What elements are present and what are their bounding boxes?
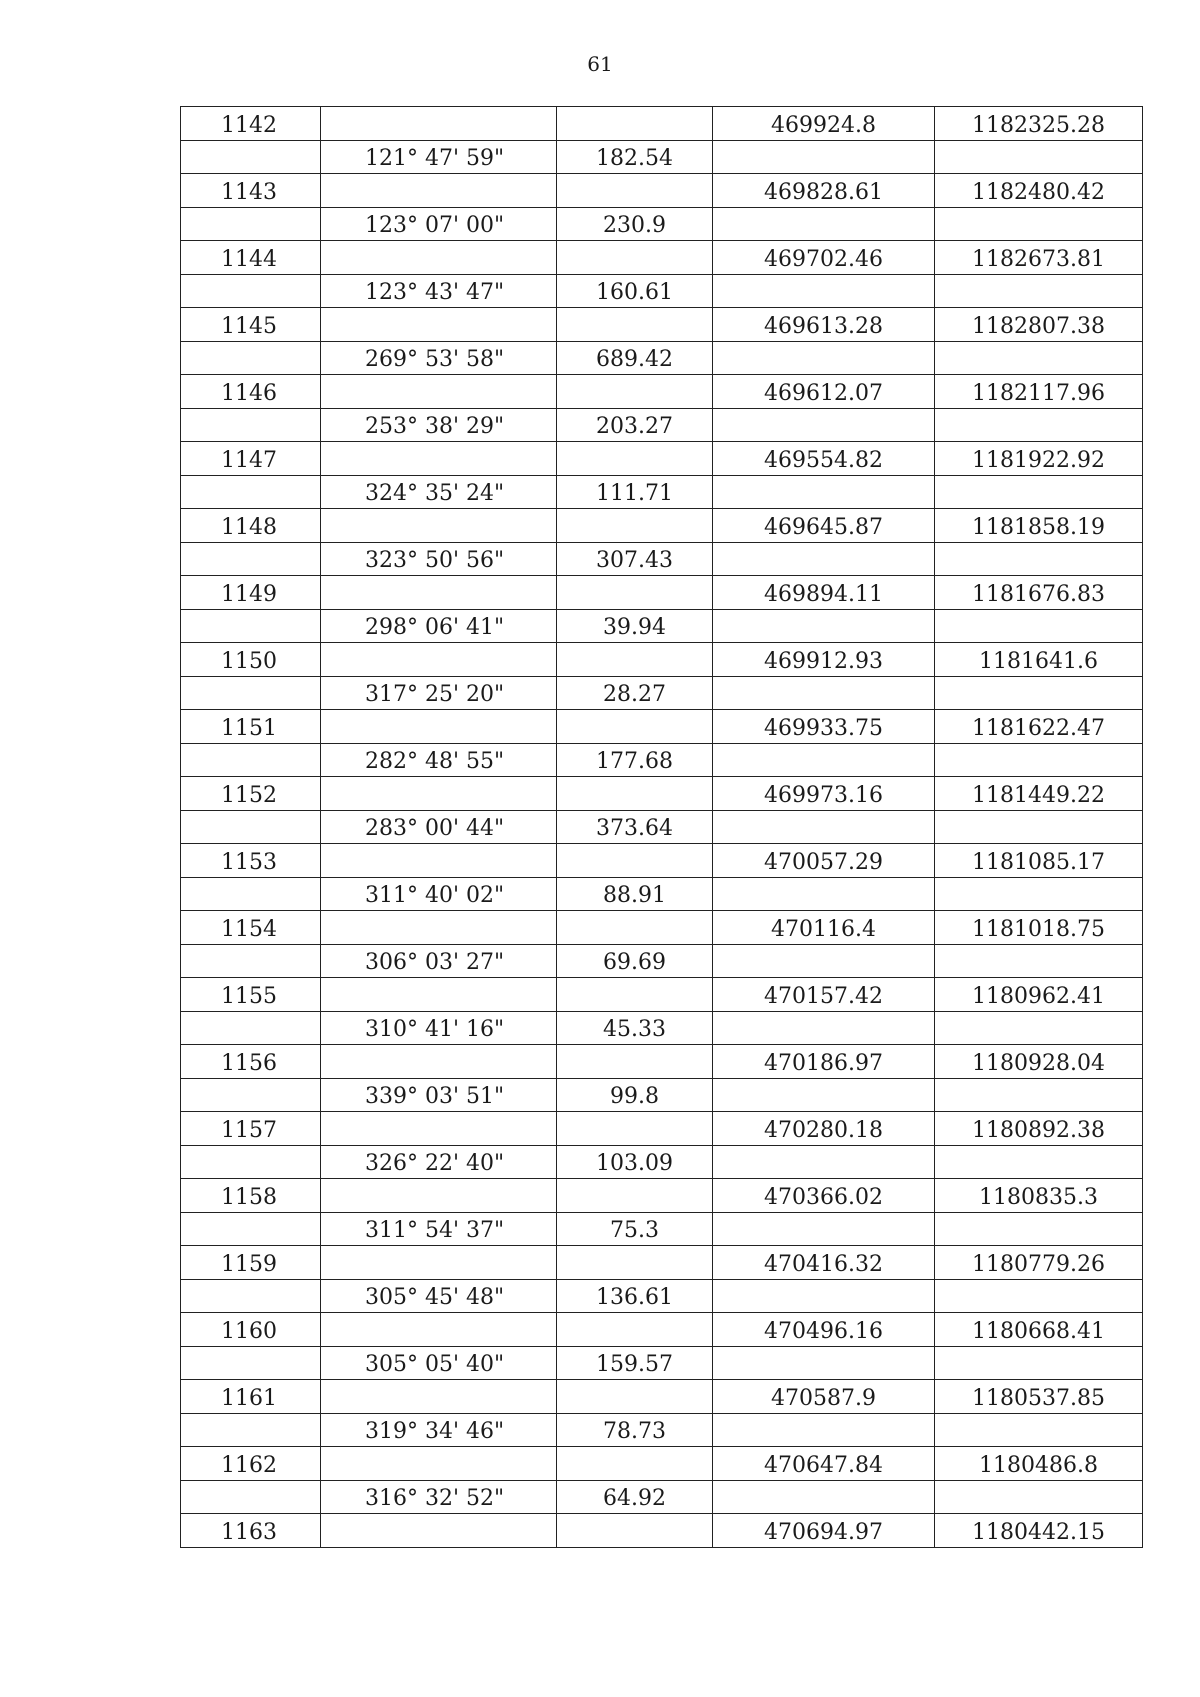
table-row: [181, 274, 1143, 308]
distance-cell: [557, 576, 713, 610]
bearing-cell: 316° 32' 52": [321, 1480, 557, 1514]
northing-cell: [713, 743, 935, 777]
easting-cell: 1180442.15: [935, 1514, 1143, 1548]
easting-cell: [935, 1279, 1143, 1313]
station-cell: [181, 743, 321, 777]
distance-cell: [557, 442, 713, 476]
page-number: 61: [587, 52, 613, 76]
station-cell: 1149: [181, 576, 321, 610]
table-row: [181, 877, 1143, 911]
easting-cell: [935, 676, 1143, 710]
station-cell: 1163: [181, 1514, 321, 1548]
easting-cell: 1182325.28: [935, 107, 1143, 141]
easting-cell: 1182807.38: [935, 308, 1143, 342]
station-cell: 1155: [181, 978, 321, 1012]
bearing-cell: 339° 03' 51": [321, 1078, 557, 1112]
station-cell: [181, 609, 321, 643]
northing-cell: [713, 1212, 935, 1246]
bearing-cell: [321, 777, 557, 811]
distance-cell: 28.27: [557, 676, 713, 710]
bearing-cell: [321, 442, 557, 476]
station-cell: [181, 1279, 321, 1313]
station-cell: [181, 207, 321, 241]
station-cell: 1145: [181, 308, 321, 342]
bearing-cell: [321, 576, 557, 610]
station-cell: 1161: [181, 1380, 321, 1414]
bearing-cell: [321, 1514, 557, 1548]
northing-cell: [713, 341, 935, 375]
northing-cell: 470416.32: [713, 1246, 935, 1280]
northing-cell: [713, 1011, 935, 1045]
easting-cell: 1180835.3: [935, 1179, 1143, 1213]
station-cell: [181, 676, 321, 710]
table-row: [181, 207, 1143, 241]
easting-cell: [935, 1346, 1143, 1380]
northing-cell: 470587.9: [713, 1380, 935, 1414]
table-row: [181, 978, 1143, 1012]
distance-cell: [557, 1112, 713, 1146]
easting-cell: 1181922.92: [935, 442, 1143, 476]
northing-cell: 470694.97: [713, 1514, 935, 1548]
station-cell: 1150: [181, 643, 321, 677]
table-row: [181, 375, 1143, 409]
distance-cell: 136.61: [557, 1279, 713, 1313]
station-cell: 1159: [181, 1246, 321, 1280]
easting-cell: 1180928.04: [935, 1045, 1143, 1079]
table-row: [181, 609, 1143, 643]
station-cell: [181, 475, 321, 509]
table-row: [181, 643, 1143, 677]
northing-cell: 470157.42: [713, 978, 935, 1012]
northing-cell: [713, 140, 935, 174]
bearing-cell: [321, 844, 557, 878]
station-cell: 1160: [181, 1313, 321, 1347]
northing-cell: 469924.8: [713, 107, 935, 141]
bearing-cell: 324° 35' 24": [321, 475, 557, 509]
distance-cell: 159.57: [557, 1346, 713, 1380]
bearing-cell: 121° 47' 59": [321, 140, 557, 174]
station-cell: 1146: [181, 375, 321, 409]
northing-cell: [713, 944, 935, 978]
table-row: [181, 1447, 1143, 1481]
distance-cell: [557, 1179, 713, 1213]
station-cell: 1142: [181, 107, 321, 141]
northing-cell: 470186.97: [713, 1045, 935, 1079]
station-cell: 1154: [181, 911, 321, 945]
northing-cell: [713, 877, 935, 911]
table-row: [181, 844, 1143, 878]
northing-cell: [713, 1480, 935, 1514]
distance-cell: [557, 643, 713, 677]
northing-cell: 470280.18: [713, 1112, 935, 1146]
distance-cell: 307.43: [557, 542, 713, 576]
easting-cell: [935, 1413, 1143, 1447]
distance-cell: [557, 1380, 713, 1414]
table-row: [181, 944, 1143, 978]
bearing-cell: [321, 911, 557, 945]
distance-cell: [557, 174, 713, 208]
station-cell: 1144: [181, 241, 321, 275]
bearing-cell: 319° 34' 46": [321, 1413, 557, 1447]
distance-cell: 69.69: [557, 944, 713, 978]
bearing-cell: [321, 1045, 557, 1079]
easting-cell: [935, 877, 1143, 911]
station-cell: [181, 810, 321, 844]
table-row: [181, 408, 1143, 442]
northing-cell: 470057.29: [713, 844, 935, 878]
distance-cell: 203.27: [557, 408, 713, 442]
bearing-cell: 317° 25' 20": [321, 676, 557, 710]
survey-table: [180, 106, 1143, 1548]
northing-cell: [713, 408, 935, 442]
northing-cell: [713, 1413, 935, 1447]
northing-cell: [713, 676, 935, 710]
easting-cell: [935, 1078, 1143, 1112]
northing-cell: 469828.61: [713, 174, 935, 208]
distance-cell: [557, 509, 713, 543]
easting-cell: [935, 609, 1143, 643]
table-row: [181, 542, 1143, 576]
easting-cell: [935, 1212, 1143, 1246]
station-cell: [181, 542, 321, 576]
northing-cell: [713, 1279, 935, 1313]
distance-cell: 111.71: [557, 475, 713, 509]
easting-cell: [935, 274, 1143, 308]
table-row: [181, 1380, 1143, 1414]
distance-cell: 103.09: [557, 1145, 713, 1179]
bearing-cell: [321, 978, 557, 1012]
bearing-cell: 305° 05' 40": [321, 1346, 557, 1380]
northing-cell: 470647.84: [713, 1447, 935, 1481]
distance-cell: [557, 844, 713, 878]
bearing-cell: 323° 50' 56": [321, 542, 557, 576]
bearing-cell: [321, 1380, 557, 1414]
station-cell: [181, 877, 321, 911]
easting-cell: 1180779.26: [935, 1246, 1143, 1280]
bearing-cell: [321, 1447, 557, 1481]
distance-cell: [557, 107, 713, 141]
station-cell: [181, 1078, 321, 1112]
table-row: [181, 1078, 1143, 1112]
table-row: [181, 1480, 1143, 1514]
distance-cell: 88.91: [557, 877, 713, 911]
station-cell: [181, 408, 321, 442]
easting-cell: [935, 743, 1143, 777]
northing-cell: [713, 274, 935, 308]
distance-cell: [557, 241, 713, 275]
table-row: [181, 911, 1143, 945]
bearing-cell: 253° 38' 29": [321, 408, 557, 442]
distance-cell: 689.42: [557, 341, 713, 375]
table-row: [181, 1279, 1143, 1313]
easting-cell: 1182480.42: [935, 174, 1143, 208]
easting-cell: 1180486.8: [935, 1447, 1143, 1481]
northing-cell: 470116.4: [713, 911, 935, 945]
distance-cell: 182.54: [557, 140, 713, 174]
northing-cell: 469554.82: [713, 442, 935, 476]
bearing-cell: [321, 1112, 557, 1146]
easting-cell: 1181449.22: [935, 777, 1143, 811]
easting-cell: 1181018.75: [935, 911, 1143, 945]
bearing-cell: [321, 241, 557, 275]
table-row: [181, 140, 1143, 174]
easting-cell: [935, 1011, 1143, 1045]
table-row: [181, 1413, 1143, 1447]
bearing-cell: [321, 643, 557, 677]
station-cell: 1156: [181, 1045, 321, 1079]
station-cell: [181, 1212, 321, 1246]
distance-cell: 75.3: [557, 1212, 713, 1246]
bearing-cell: 306° 03' 27": [321, 944, 557, 978]
station-cell: [181, 1346, 321, 1380]
table-row: [181, 1313, 1143, 1347]
bearing-cell: [321, 174, 557, 208]
bearing-cell: 282° 48' 55": [321, 743, 557, 777]
table-row: [181, 1045, 1143, 1079]
table-row: [181, 107, 1143, 141]
northing-cell: 469894.11: [713, 576, 935, 610]
easting-cell: 1180962.41: [935, 978, 1143, 1012]
northing-cell: 469612.07: [713, 375, 935, 409]
bearing-cell: [321, 509, 557, 543]
easting-cell: [935, 542, 1143, 576]
table-row: [181, 810, 1143, 844]
northing-cell: 469973.16: [713, 777, 935, 811]
table-row: [181, 1011, 1143, 1045]
easting-cell: [935, 408, 1143, 442]
table-row: [181, 1346, 1143, 1380]
table-row: [181, 1112, 1143, 1146]
bearing-cell: 305° 45' 48": [321, 1279, 557, 1313]
bearing-cell: 123° 43' 47": [321, 274, 557, 308]
table-row: [181, 308, 1143, 342]
easting-cell: 1181858.19: [935, 509, 1143, 543]
bearing-cell: 283° 00' 44": [321, 810, 557, 844]
station-cell: 1158: [181, 1179, 321, 1213]
survey-table-body: [181, 107, 1143, 1548]
easting-cell: 1180892.38: [935, 1112, 1143, 1146]
northing-cell: 470366.02: [713, 1179, 935, 1213]
station-cell: 1151: [181, 710, 321, 744]
bearing-cell: 311° 40' 02": [321, 877, 557, 911]
station-cell: 1153: [181, 844, 321, 878]
table-row: [181, 442, 1143, 476]
distance-cell: 78.73: [557, 1413, 713, 1447]
easting-cell: 1181622.47: [935, 710, 1143, 744]
northing-cell: [713, 207, 935, 241]
distance-cell: [557, 375, 713, 409]
station-cell: 1157: [181, 1112, 321, 1146]
easting-cell: [935, 810, 1143, 844]
station-cell: [181, 1480, 321, 1514]
northing-cell: [713, 1145, 935, 1179]
distance-cell: [557, 1313, 713, 1347]
distance-cell: 64.92: [557, 1480, 713, 1514]
distance-cell: 45.33: [557, 1011, 713, 1045]
station-cell: 1148: [181, 509, 321, 543]
distance-cell: [557, 1447, 713, 1481]
table-row: [181, 576, 1143, 610]
easting-cell: [935, 944, 1143, 978]
bearing-cell: [321, 1246, 557, 1280]
station-cell: [181, 944, 321, 978]
easting-cell: [935, 475, 1143, 509]
easting-cell: [935, 1145, 1143, 1179]
distance-cell: 160.61: [557, 274, 713, 308]
easting-cell: [935, 207, 1143, 241]
table-row: [181, 241, 1143, 275]
northing-cell: [713, 1346, 935, 1380]
bearing-cell: [321, 1179, 557, 1213]
table-row: [181, 475, 1143, 509]
easting-cell: 1181085.17: [935, 844, 1143, 878]
station-cell: 1162: [181, 1447, 321, 1481]
bearing-cell: [321, 710, 557, 744]
station-cell: [181, 1011, 321, 1045]
bearing-cell: 298° 06' 41": [321, 609, 557, 643]
northing-cell: 469933.75: [713, 710, 935, 744]
northing-cell: 469645.87: [713, 509, 935, 543]
station-cell: 1152: [181, 777, 321, 811]
table-row: [181, 174, 1143, 208]
table-row: [181, 676, 1143, 710]
distance-cell: [557, 1246, 713, 1280]
easting-cell: [935, 341, 1143, 375]
bearing-cell: 326° 22' 40": [321, 1145, 557, 1179]
distance-cell: 230.9: [557, 207, 713, 241]
station-cell: [181, 1145, 321, 1179]
bearing-cell: [321, 1313, 557, 1347]
station-cell: [181, 1413, 321, 1447]
distance-cell: [557, 710, 713, 744]
bearing-cell: [321, 107, 557, 141]
bearing-cell: 269° 53' 58": [321, 341, 557, 375]
station-cell: [181, 140, 321, 174]
station-cell: 1147: [181, 442, 321, 476]
easting-cell: 1182673.81: [935, 241, 1143, 275]
easting-cell: 1180537.85: [935, 1380, 1143, 1414]
northing-cell: 469702.46: [713, 241, 935, 275]
distance-cell: [557, 978, 713, 1012]
distance-cell: [557, 777, 713, 811]
station-cell: 1143: [181, 174, 321, 208]
distance-cell: [557, 1514, 713, 1548]
table-row: [181, 1145, 1143, 1179]
table-row: [181, 341, 1143, 375]
table-row: [181, 710, 1143, 744]
bearing-cell: 123° 07' 00": [321, 207, 557, 241]
distance-cell: [557, 911, 713, 945]
bearing-cell: 310° 41' 16": [321, 1011, 557, 1045]
station-cell: [181, 274, 321, 308]
northing-cell: 470496.16: [713, 1313, 935, 1347]
station-cell: [181, 341, 321, 375]
distance-cell: [557, 1045, 713, 1079]
northing-cell: [713, 475, 935, 509]
easting-cell: [935, 1480, 1143, 1514]
easting-cell: 1180668.41: [935, 1313, 1143, 1347]
bearing-cell: [321, 375, 557, 409]
table-row: [181, 1179, 1143, 1213]
northing-cell: [713, 542, 935, 576]
bearing-cell: [321, 308, 557, 342]
distance-cell: 373.64: [557, 810, 713, 844]
easting-cell: [935, 140, 1143, 174]
distance-cell: 99.8: [557, 1078, 713, 1112]
table-row: [181, 1246, 1143, 1280]
table-row: [181, 743, 1143, 777]
distance-cell: 39.94: [557, 609, 713, 643]
northing-cell: 469912.93: [713, 643, 935, 677]
table-row: [181, 509, 1143, 543]
distance-cell: 177.68: [557, 743, 713, 777]
distance-cell: [557, 308, 713, 342]
table-row: [181, 1212, 1143, 1246]
northing-cell: 469613.28: [713, 308, 935, 342]
northing-cell: [713, 810, 935, 844]
bearing-cell: 311° 54' 37": [321, 1212, 557, 1246]
easting-cell: 1182117.96: [935, 375, 1143, 409]
easting-cell: 1181641.6: [935, 643, 1143, 677]
table-row: [181, 777, 1143, 811]
northing-cell: [713, 609, 935, 643]
easting-cell: 1181676.83: [935, 576, 1143, 610]
table-row: [181, 1514, 1143, 1548]
northing-cell: [713, 1078, 935, 1112]
